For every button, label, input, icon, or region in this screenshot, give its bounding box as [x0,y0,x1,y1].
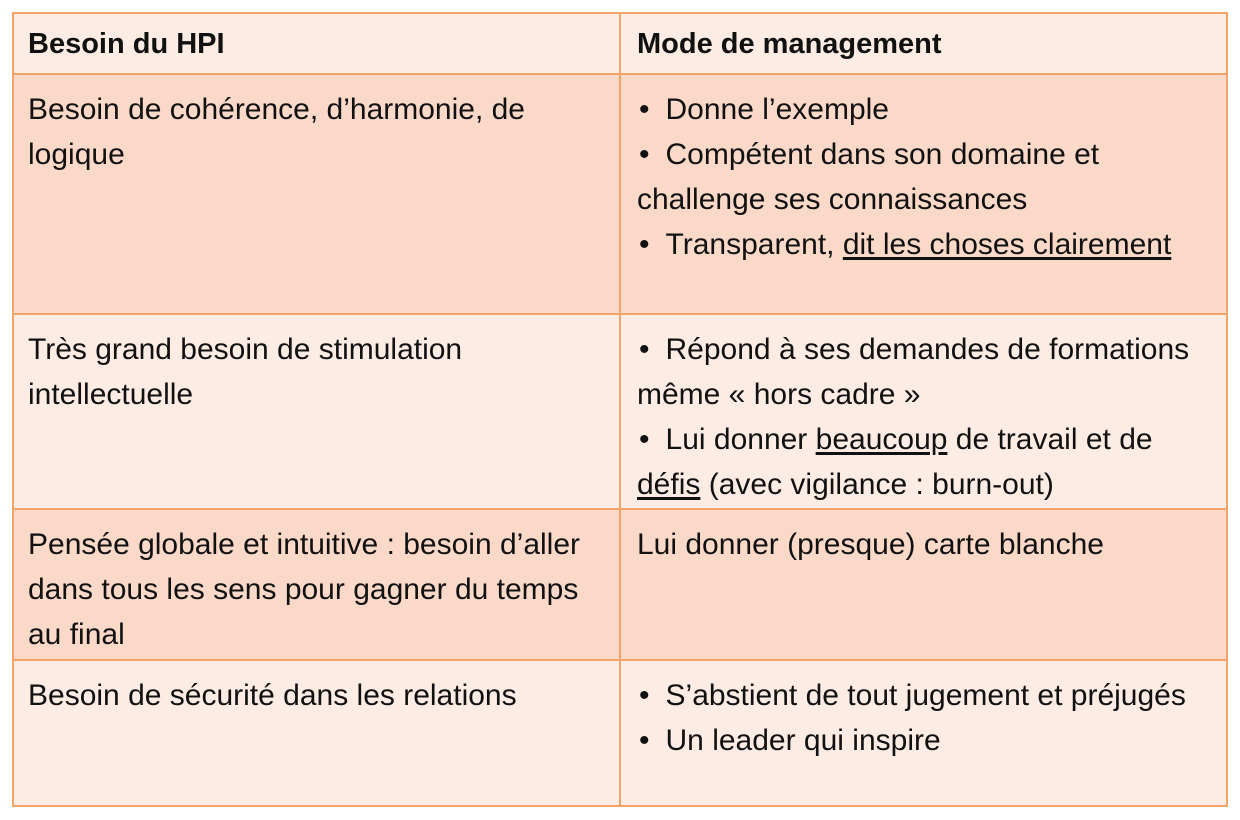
bullet-icon: • [639,679,650,712]
bullet-text: Donne l’exemple [665,93,889,126]
list-item [637,132,1212,222]
list-item [637,327,1212,417]
bullet-text: Compétent dans son domaine et challenge ses connaissances [637,138,1100,216]
bullet-text: de travail et de [947,423,1153,456]
underlined-text: défis [637,468,701,501]
row3-besoin: Pensée globale et intuitive : besoin d’aller dans tous les sens pour gagner du temps au final [14,510,621,661]
header-besoin: Besoin du HPI [14,14,621,75]
row2-besoin: Très grand besoin de stimulation intellectuelle [14,315,621,510]
underlined-text: beaucoup [815,423,948,456]
bullet-text: (avec vigilance : burn-out) [700,468,1054,501]
bullet-icon: • [639,228,650,261]
list-item [637,718,1212,763]
list-item [637,87,1212,132]
row2-mode [621,315,1226,510]
list-item [637,417,1212,507]
header-mode: Mode de management [621,14,1226,75]
row1-besoin: Besoin de cohérence, d’harmonie, de logique [14,75,621,315]
bullet-text: Répond à ses demandes de formations même « hors cadre » [637,333,1190,411]
bullet-icon: • [639,138,650,171]
bullet-text: S’abstient de tout jugement et préjugés [665,679,1186,712]
row4-mode [621,661,1226,805]
row4-besoin: Besoin de sécurité dans les relations [14,661,621,805]
bullet-text: Lui donner [665,423,816,456]
underlined-text: dit les choses clairement [842,228,1172,261]
bullet-text: Transparent, [665,228,843,261]
bullet-icon: • [639,93,650,126]
bullet-icon: • [639,724,650,757]
bullet-text: Un leader qui inspire [665,724,941,757]
row3-mode: Lui donner (presque) carte blanche [621,510,1226,661]
list-item [637,673,1212,718]
bullet-icon: • [639,423,650,456]
row1-mode [621,75,1226,315]
list-item [637,222,1212,267]
management-table [12,12,1228,807]
bullet-icon: • [639,333,650,366]
